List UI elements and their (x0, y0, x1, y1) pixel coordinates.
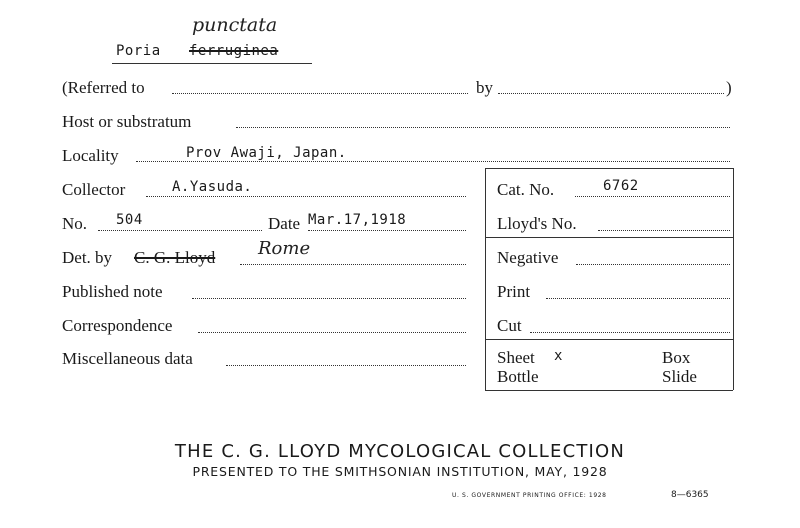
lloyds-no-line (598, 230, 730, 231)
cat-no-line (575, 196, 730, 197)
box-divider-1 (485, 237, 733, 238)
by-label: by (476, 78, 493, 97)
cut-label: Cut (497, 316, 522, 335)
species-underline (112, 63, 312, 64)
correspondence-line (198, 332, 466, 333)
handwritten-species-text: punctata (192, 14, 278, 36)
box-left-border (485, 168, 486, 390)
genus-text: Poria (116, 43, 161, 59)
box-divider-2 (485, 339, 733, 340)
det-by-struck: C. G. Lloyd (134, 248, 216, 267)
referred-to-label: (Referred to (62, 78, 145, 97)
misc-label: Miscellaneous data (62, 349, 193, 368)
cut-line (530, 332, 730, 333)
print-label: Print (497, 282, 531, 301)
struck-species-text: ferruginea (189, 43, 279, 59)
det-by-line (240, 264, 466, 265)
date-label: Date (268, 214, 301, 233)
form-code-text: 8—6365 (671, 490, 709, 500)
date-value: Mar.17,1918 (308, 212, 407, 228)
collector-value: A.Yasuda. (172, 179, 253, 195)
host-label: Host or substratum (62, 112, 192, 131)
locality-label: Locality (62, 146, 119, 165)
published-label: Published note (62, 282, 163, 301)
referred-to-line (172, 93, 468, 94)
locality-value: Prov Awaji, Japan. (186, 145, 347, 161)
slide-label: Slide (662, 367, 697, 386)
box-label: Box (662, 348, 691, 367)
cat-no-label: Cat. No. (497, 180, 555, 199)
box-bottom-border (485, 390, 733, 391)
published-line (192, 298, 466, 299)
det-by-handwritten: Rome (258, 238, 311, 259)
bottle-label: Bottle (497, 367, 539, 386)
negative-line (576, 264, 730, 265)
date-line (308, 230, 466, 231)
collector-label: Collector (62, 180, 126, 199)
footer-subtitle: PRESENTED TO THE SMITHSONIAN INSTITUTION, MAY, 1928 (192, 464, 608, 479)
det-by-label: Det. by (62, 248, 113, 267)
no-value: 504 (116, 212, 143, 228)
no-line (98, 230, 262, 231)
box-top-border (485, 168, 733, 169)
correspondence-label: Correspondence (62, 316, 173, 335)
collector-line (146, 196, 466, 197)
no-label: No. (62, 214, 88, 233)
cat-no-value: 6762 (603, 178, 639, 194)
printing-office-text: U. S. GOVERNMENT PRINTING OFFICE: 1928 (452, 492, 607, 499)
misc-line (226, 365, 466, 366)
host-line (236, 127, 730, 128)
sheet-mark: x (554, 348, 563, 364)
by-line (498, 93, 724, 94)
footer-title: THE C. G. LLOYD MYCOLOGICAL COLLECTION (174, 441, 626, 462)
box-right-border (733, 168, 734, 390)
negative-label: Negative (497, 248, 559, 267)
lloyds-no-label: Lloyd's No. (497, 214, 577, 233)
print-line (546, 298, 730, 299)
close-paren: ) (726, 78, 732, 97)
sheet-label: Sheet (497, 348, 535, 367)
